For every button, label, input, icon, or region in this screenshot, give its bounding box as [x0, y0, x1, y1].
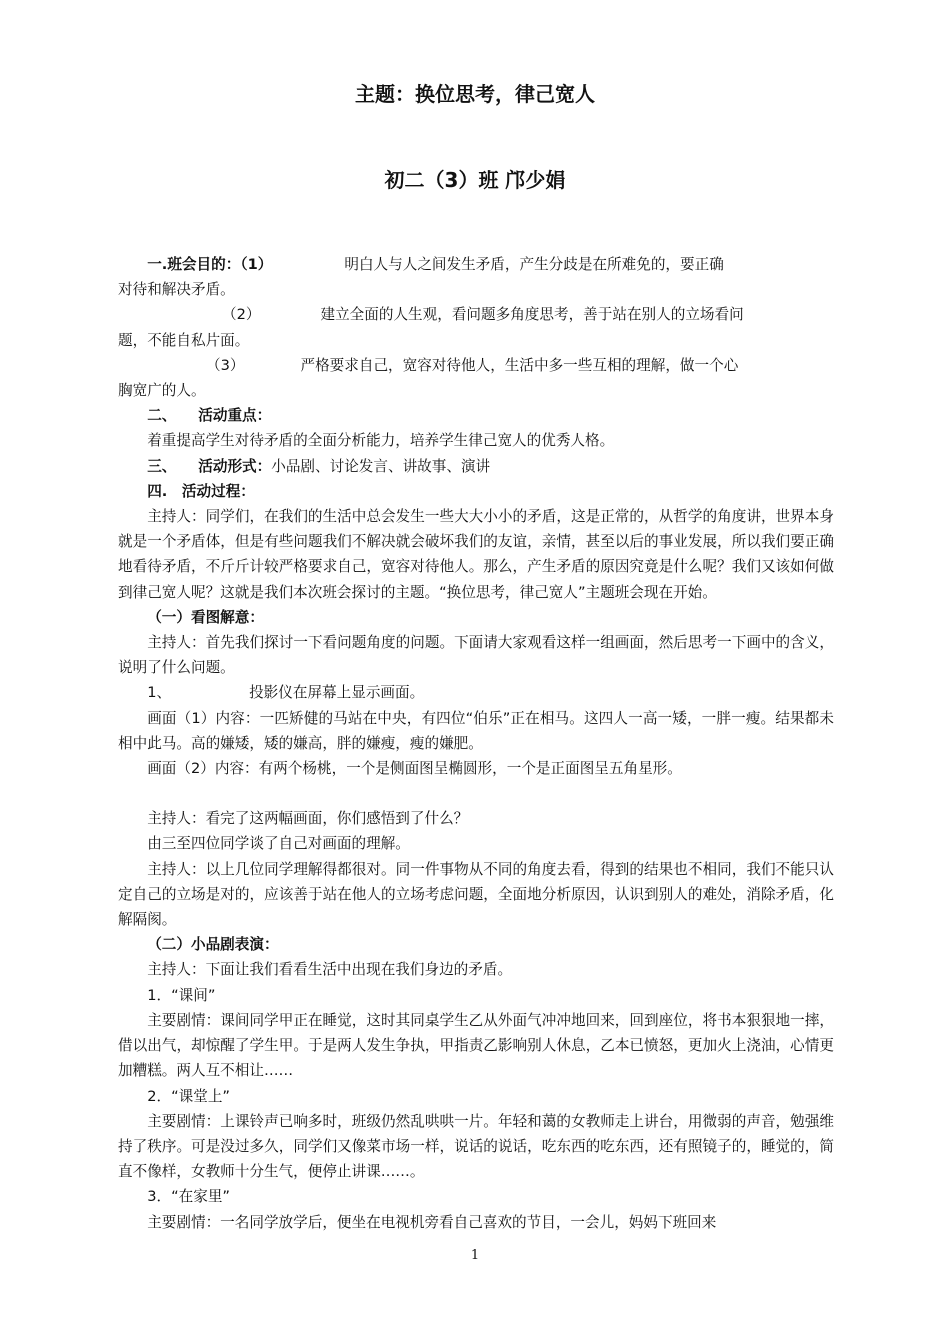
blank-line	[118, 781, 834, 806]
play-2-title: 2．“课堂上”	[147, 1087, 230, 1105]
section-1-point-1-text: 明白人与人之间发生矛盾，产生分歧是在所难免的，要正确	[344, 256, 724, 273]
section-3-line	[118, 454, 834, 479]
part-2-host-paragraph: 主持人：下面让我们看看生活中出现在我们身边的矛盾。	[147, 961, 513, 979]
section-1-point-2-number: （2）	[222, 306, 261, 324]
part-1-heading: （一）看图解意：	[147, 608, 264, 626]
section-1-point-2-line	[118, 302, 834, 327]
section-2-text: 着重提高学生对待矛盾的全面分析能力，培养学生律己宽人的优秀人格。	[147, 432, 615, 450]
part-2-heading: （二）小品剧表演：	[147, 936, 279, 954]
part-1-item	[118, 680, 834, 705]
play-1-text: 主要剧情：课间同学甲正在睡觉，这时其同桌学生乙从外面气冲冲地回来，回到座位，将书本狠狠地一摔，借以出气，却惊醒了学生甲。于是两人发生争执，甲指责乙影响别人休息，乙本已愤怒，更加火上浇油，心情更加糟糕。两人互不相让……	[118, 1011, 834, 1080]
part-1-summary: 主持人：以上几位同学理解得都很对。同一件事物从不同的角度去看，得到的结果也不相同，我们不能只认定自己的立场是对的，应该善于站在他人的立场考虑问题，全面地分析原因，认识到别人的难处，消除矛盾，化解隔阂。	[118, 860, 834, 929]
section-1-point-1-cont: 对待和解决矛盾。	[118, 281, 235, 299]
play-2-text: 主要剧情：上课铃声已响多时，班级仍然乱哄哄一片。年轻和蔼的女教师走上讲台，用微弱的声音，勉强维持了秩序。可是没过多久，同学们又像菜市场一样，说话的说话，吃东西的吃东西，还有照镜子的，睡觉的，简直不像样，女教师十分生气，便停止讲课……。	[118, 1112, 834, 1181]
part-1-item-number: 1、	[147, 684, 172, 702]
part-1-item-text: 投影仪在屏幕上显示画面。	[249, 684, 425, 702]
section-1-line-1	[118, 252, 834, 277]
section-1-point-3-number: （3）	[206, 356, 245, 374]
section-1-point-3-text: 严格要求自己，宽容对待他人，生活中多一些互相的理解，做一个心	[300, 356, 739, 374]
section-1-point-2-text: 建立全面的人生观，看问题多角度思考，善于站在别人的立场看问	[320, 306, 744, 324]
section-1-heading: 一.班会目的：（1）	[147, 256, 273, 273]
host-intro-paragraph: 主持人：同学们，在我们的生活中总会发生一些大大小小的矛盾，这是正常的，从哲学的角度讲，世界本身就是一个矛盾体，但是有些问题我们不解决就会破坏我们的友谊，亲情，甚至以后的事业发展，所以我们要正确地看待矛盾，不斤斤计较严格要求自己，宽容对待他人。那么，产生矛盾的原因究竟是什么呢？我们又该如何做到律己宽人呢？这就是我们本次班会探讨的主题。“换位思考，律己宽人”主题班会现在开始。	[118, 508, 834, 601]
section-1-point-2-cont: 题，不能自私片面。	[118, 331, 250, 349]
section-3-text: 小品剧、讨论发言、讲故事、演讲	[271, 457, 491, 475]
picture-1-paragraph: 画面（1）内容：一匹矫健的马站在中央，有四位“伯乐”正在相马。这四人一高一矮，一胖一瘦。结果都未相中此马。高的嫌矮，矮的嫌高，胖的嫌瘦，瘦的嫌肥。	[118, 709, 834, 752]
play-3-title: 3．“在家里”	[147, 1188, 230, 1206]
document-body	[118, 252, 834, 1235]
page-number: 1	[470, 1248, 480, 1263]
section-3-heading: 三、 活动形式：	[147, 457, 272, 475]
part-1-question: 主持人：看完了这两幅画面，你们感悟到了什么？	[147, 810, 469, 828]
section-2-heading: 二、 活动重点：	[147, 407, 272, 425]
section-1-point-3-line	[118, 353, 834, 378]
play-1-title: 1．“课间”	[147, 986, 216, 1004]
page-title: 主题：换位思考，律己宽人	[355, 82, 595, 106]
part-1-host-paragraph: 主持人：首先我们探讨一下看问题角度的问题。下面请大家观看这样一组画面，然后思考一下画中的含义，说明了什么问题。	[118, 634, 834, 677]
picture-2-paragraph: 画面（2）内容：有两个杨桃，一个是侧面图呈椭圆形，一个是正面图呈五角星形。	[147, 760, 682, 778]
page-subtitle: 初二（3）班 邝少娟	[384, 168, 566, 192]
section-1-point-3-cont: 胸宽广的人。	[118, 382, 206, 400]
part-1-discussion: 由三至四位同学谈了自己对画面的理解。	[147, 835, 410, 853]
play-3-text: 主要剧情：一名同学放学后，便坐在电视机旁看自己喜欢的节目，一会儿，妈妈下班回来	[147, 1213, 717, 1231]
section-4-heading: 四. 活动过程：	[147, 482, 255, 500]
